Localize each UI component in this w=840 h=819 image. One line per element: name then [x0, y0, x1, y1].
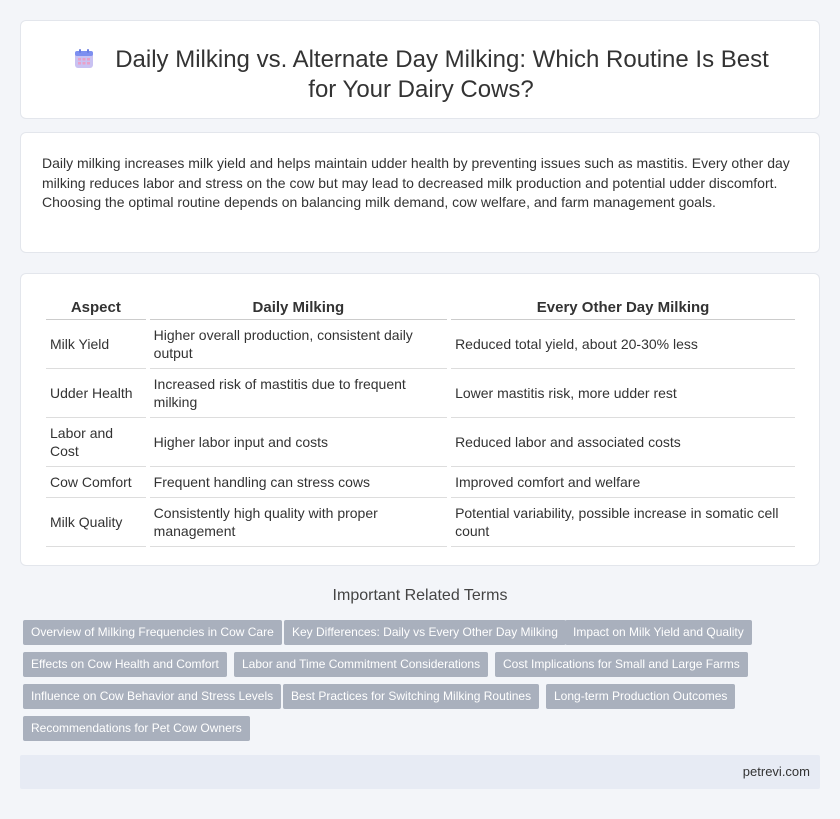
comparison-table-card: [20, 273, 820, 566]
table-cell-aspect: Udder Health: [46, 369, 146, 418]
related-tag[interactable]: Impact on Milk Yield and Quality: [565, 620, 752, 645]
related-tag[interactable]: Recommendations for Pet Cow Owners: [23, 716, 250, 741]
comparison-table: [42, 294, 799, 547]
table-cell-daily: Frequent handling can stress cows: [150, 467, 447, 498]
table-row: [46, 467, 795, 498]
table-row: [46, 418, 795, 467]
table-cell-alternate: Reduced total yield, about 20-30% less: [451, 320, 795, 369]
header-card: [20, 20, 820, 119]
related-tag[interactable]: Cost Implications for Small and Large Farms: [495, 652, 748, 677]
related-terms-title: Important Related Terms: [332, 587, 508, 604]
table-cell-daily: Consistently high quality with proper management: [150, 498, 447, 547]
related-tag[interactable]: Labor and Time Commitment Considerations: [234, 652, 488, 677]
footer-site[interactable]: petrevi.com: [742, 764, 810, 779]
table-cell-alternate: Improved comfort and welfare: [451, 467, 795, 498]
table-cell-aspect: Cow Comfort: [46, 467, 146, 498]
related-tag[interactable]: Best Practices for Switching Milking Routines: [283, 684, 539, 709]
table-cell-daily: Increased risk of mastitis due to frequent milking: [150, 369, 447, 418]
related-tag[interactable]: Overview of Milking Frequencies in Cow Care: [23, 620, 282, 645]
related-tag[interactable]: Key Differences: Daily vs Every Other Day Milking: [284, 620, 566, 645]
table-cell-aspect: Labor and Cost: [46, 418, 146, 467]
calendar-icon: [73, 48, 95, 70]
table-cell-alternate: Reduced labor and associated costs: [451, 418, 795, 467]
table-cell-aspect: Milk Yield: [46, 320, 146, 369]
table-cell-alternate: Lower mastitis risk, more udder rest: [451, 369, 795, 418]
header-every-other-day-milking: Every Other Day Milking: [451, 294, 795, 320]
header-daily-milking: Daily Milking: [150, 294, 447, 320]
table-cell-daily: Higher overall production, consistent daily output: [150, 320, 447, 369]
table-cell-aspect: Milk Quality: [46, 498, 146, 547]
intro-card: [20, 132, 820, 253]
table-cell-alternate: Potential variability, possible increase in somatic cell count: [451, 498, 795, 547]
table-row: [46, 320, 795, 369]
header-aspect: Aspect: [46, 294, 146, 320]
table-row: [46, 498, 795, 547]
table-row: [46, 369, 795, 418]
related-tag[interactable]: Long-term Production Outcomes: [546, 684, 735, 709]
page-title-wrap: [61, 45, 781, 105]
related-tag[interactable]: Effects on Cow Health and Comfort: [23, 652, 227, 677]
footer: [20, 755, 820, 789]
table-cell-daily: Higher labor input and costs: [150, 418, 447, 467]
page-title: Daily Milking vs. Alternate Day Milking: Which Routine Is Best for Your Dairy Cows?: [115, 46, 769, 103]
intro-text: Daily milking increases milk yield and helps maintain udder health by preventing issues such as mastitis. Every other day milking reduces labor and stress on the cow but may lead to decreased milk production and potential udder discomfort. Choosing the optimal routine depends on balancing milk demand, cow welfare, and farm management goals.: [42, 155, 790, 210]
related-tag[interactable]: Influence on Cow Behavior and Stress Levels: [23, 684, 281, 709]
